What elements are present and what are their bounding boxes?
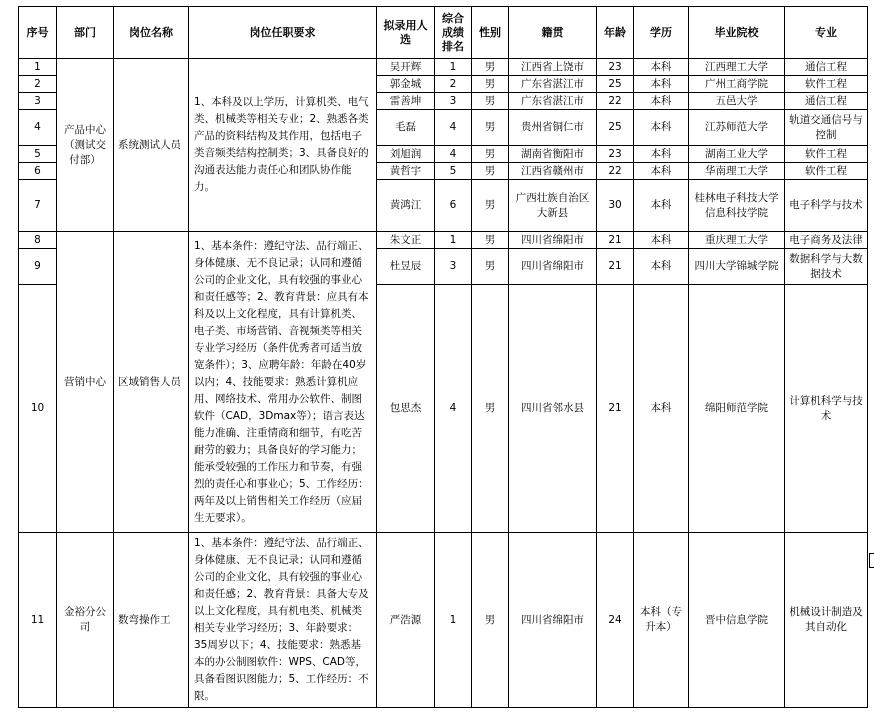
cell-candidate: 郭金城 xyxy=(377,76,435,93)
cell-major: 机械设计制造及其自动化 xyxy=(785,533,868,708)
header-education: 学历 xyxy=(634,7,689,59)
cell-hometown: 江西省赣州市 xyxy=(509,163,597,180)
cell-school: 华南理工大学 xyxy=(689,163,785,180)
cell-no: 5 xyxy=(19,146,57,163)
cell-gender: 男 xyxy=(472,285,509,533)
cell-education: 本科 xyxy=(634,76,689,93)
cell-position: 数弯操作工 xyxy=(114,533,189,708)
cell-education: 本科（专升本） xyxy=(634,533,689,708)
cell-no: 1 xyxy=(19,59,57,76)
cell-gender: 男 xyxy=(472,249,509,285)
cell-gender: 男 xyxy=(472,180,509,232)
cell-no: 3 xyxy=(19,93,57,110)
cell-education: 本科 xyxy=(634,285,689,533)
header-position: 岗位名称 xyxy=(114,7,189,59)
cell-gender: 男 xyxy=(472,533,509,708)
cell-department: 产品中心（测试交付部） xyxy=(57,59,114,232)
cell-no: 2 xyxy=(19,76,57,93)
cell-age: 21 xyxy=(597,285,634,533)
cell-education: 本科 xyxy=(634,59,689,76)
cell-rank: 1 xyxy=(435,59,472,76)
cell-education: 本科 xyxy=(634,163,689,180)
cell-candidate: 杜昱辰 xyxy=(377,249,435,285)
cell-hometown: 四川省绵阳市 xyxy=(509,249,597,285)
cell-candidate: 吴开辉 xyxy=(377,59,435,76)
cell-no: 4 xyxy=(19,110,57,146)
cell-gender: 男 xyxy=(472,232,509,249)
cell-major: 轨道交通信号与控制 xyxy=(785,110,868,146)
cell-age: 21 xyxy=(597,232,634,249)
header-school: 毕业院校 xyxy=(689,7,785,59)
header-requirements: 岗位任职要求 xyxy=(189,7,377,59)
cell-candidate: 黄鸿江 xyxy=(377,180,435,232)
cell-hometown: 广东省湛江市 xyxy=(509,93,597,110)
cell-school: 江西理工大学 xyxy=(689,59,785,76)
cell-age: 23 xyxy=(597,146,634,163)
cell-requirements: 1、本科及以上学历，计算机类、电气类、机械类等相关专业；2、熟悉各类产品的资料结构及其作用，包括电子类音频类结构控制类；3、具备良好的沟通表达能力责任心和团队协作能力。 xyxy=(189,59,377,232)
cell-candidate: 严浩源 xyxy=(377,533,435,708)
cell-hometown: 贵州省铜仁市 xyxy=(509,110,597,146)
cell-rank: 1 xyxy=(435,232,472,249)
cell-gender: 男 xyxy=(472,146,509,163)
cell-rank: 6 xyxy=(435,180,472,232)
cell-major: 电子商务及法律 xyxy=(785,232,868,249)
cell-department: 金裕分公司 xyxy=(57,533,114,708)
cell-hometown: 四川省绵阳市 xyxy=(509,533,597,708)
cell-hometown: 广西壮族自治区大新县 xyxy=(509,180,597,232)
cell-candidate: 雷善坤 xyxy=(377,93,435,110)
table-row xyxy=(19,533,868,708)
cell-candidate: 刘旭润 xyxy=(377,146,435,163)
cell-rank: 4 xyxy=(435,146,472,163)
cell-age: 25 xyxy=(597,76,634,93)
cell-hometown: 广东省湛江市 xyxy=(509,76,597,93)
cell-education: 本科 xyxy=(634,249,689,285)
cell-major: 软件工程 xyxy=(785,76,868,93)
cell-age: 21 xyxy=(597,249,634,285)
cell-hometown: 江西省上饶市 xyxy=(509,59,597,76)
cell-no: 8 xyxy=(19,232,57,249)
cell-candidate: 黄哲宇 xyxy=(377,163,435,180)
cell-major: 电子科学与技术 xyxy=(785,180,868,232)
cell-school: 重庆理工大学 xyxy=(689,232,785,249)
cell-age: 24 xyxy=(597,533,634,708)
cell-education: 本科 xyxy=(634,93,689,110)
cell-education: 本科 xyxy=(634,180,689,232)
cell-rank: 3 xyxy=(435,249,472,285)
cell-school: 广州工商学院 xyxy=(689,76,785,93)
cell-age: 23 xyxy=(597,59,634,76)
cell-school: 四川大学锦城学院 xyxy=(689,249,785,285)
header-no: 序号 xyxy=(19,7,57,59)
cell-education: 本科 xyxy=(634,232,689,249)
cell-no: 11 xyxy=(19,533,57,708)
cell-candidate: 包思杰 xyxy=(377,285,435,533)
cell-no: 7 xyxy=(19,180,57,232)
cell-school: 五邑大学 xyxy=(689,93,785,110)
header-hometown: 籍贯 xyxy=(509,7,597,59)
cell-rank: 5 xyxy=(435,163,472,180)
cell-major: 计算机科学与技术 xyxy=(785,285,868,533)
cell-age: 22 xyxy=(597,93,634,110)
cell-no: 10 xyxy=(19,285,57,533)
cell-rank: 4 xyxy=(435,110,472,146)
cell-rank: 3 xyxy=(435,93,472,110)
cell-major: 数据科学与大数据技术 xyxy=(785,249,868,285)
cell-requirements: 1、基本条件：遵纪守法、品行端正、身体健康、无不良记录；认同和遵循公司的企业文化，具有较强的事业心和责任感等；2、教育背景：应具有本科及以上文化程度，具有计算机类、电子类、市场营销、音视频类等相关专业学习经历（条件优秀者可适当放宽条件）；3、应聘年龄：年龄在40岁以内；4、技能要求：熟悉计算机应用、网络技术、常用办公软件、制图软件（CAD，3Dmax等）；语言表达能力准确、注重情商和细节，有吃苦耐劳的毅力；具备良好的学习能力；能承受较强的工作压力和节奏，有强烈的责任心和事业心；5、工作经历：两年及以上销售相关工作经历（应届生无要求）。 xyxy=(189,232,377,533)
cell-school: 桂林电子科技大学信息科技学院 xyxy=(689,180,785,232)
cell-position: 区域销售人员 xyxy=(114,232,189,533)
header-age: 年龄 xyxy=(597,7,634,59)
cell-no: 9 xyxy=(19,249,57,285)
cell-major: 通信工程 xyxy=(785,93,868,110)
cell-candidate: 毛磊 xyxy=(377,110,435,146)
cell-position: 系统测试人员 xyxy=(114,59,189,232)
cell-candidate: 朱文正 xyxy=(377,232,435,249)
cell-rank: 2 xyxy=(435,76,472,93)
cell-major: 软件工程 xyxy=(785,146,868,163)
cell-gender: 男 xyxy=(472,59,509,76)
cell-major: 通信工程 xyxy=(785,59,868,76)
table-row xyxy=(19,59,868,76)
cell-school: 湖南工业大学 xyxy=(689,146,785,163)
cell-hometown: 四川省邻水县 xyxy=(509,285,597,533)
header-row xyxy=(19,7,868,59)
cell-gender: 男 xyxy=(472,93,509,110)
cell-education: 本科 xyxy=(634,146,689,163)
employment-table-sheet xyxy=(18,6,868,708)
cell-age: 22 xyxy=(597,163,634,180)
cell-major: 软件工程 xyxy=(785,163,868,180)
header-department: 部门 xyxy=(57,7,114,59)
cell-school: 绵阳师范学院 xyxy=(689,285,785,533)
cell-school: 晋中信息学院 xyxy=(689,533,785,708)
cell-hometown: 湖南省衡阳市 xyxy=(509,146,597,163)
cell-hometown: 四川省绵阳市 xyxy=(509,232,597,249)
cell-age: 25 xyxy=(597,110,634,146)
cell-education: 本科 xyxy=(634,110,689,146)
cell-gender: 男 xyxy=(472,163,509,180)
candidate-table xyxy=(18,6,868,708)
header-gender: 性别 xyxy=(472,7,509,59)
cell-gender: 男 xyxy=(472,110,509,146)
cell-department: 营销中心 xyxy=(57,232,114,533)
table-row xyxy=(19,232,868,249)
cell-gender: 男 xyxy=(472,76,509,93)
cell-school: 江苏师范大学 xyxy=(689,110,785,146)
cell-requirements: 1、基本条件：遵纪守法、品行端正、身体健康、无不良记录；认同和遵循公司的企业文化，具有较强的事业心和责任感；2、教育背景：具备大专及以上文化程度，具有机电类、机械类相关专业学习经历；3、年龄要求：35周岁以下；4、技能要求：熟悉基本的办公制图软件：WPS、CAD等，具备看图识图能力；5、工作经历：不限。 xyxy=(189,533,377,708)
cell-age: 30 xyxy=(597,180,634,232)
page-edge-marker xyxy=(869,553,874,568)
header-rank: 综合成绩排名 xyxy=(435,7,472,59)
header-major: 专业 xyxy=(785,7,868,59)
cell-no: 6 xyxy=(19,163,57,180)
header-candidate: 拟录用人选 xyxy=(377,7,435,59)
cell-rank: 4 xyxy=(435,285,472,533)
cell-rank: 1 xyxy=(435,533,472,708)
